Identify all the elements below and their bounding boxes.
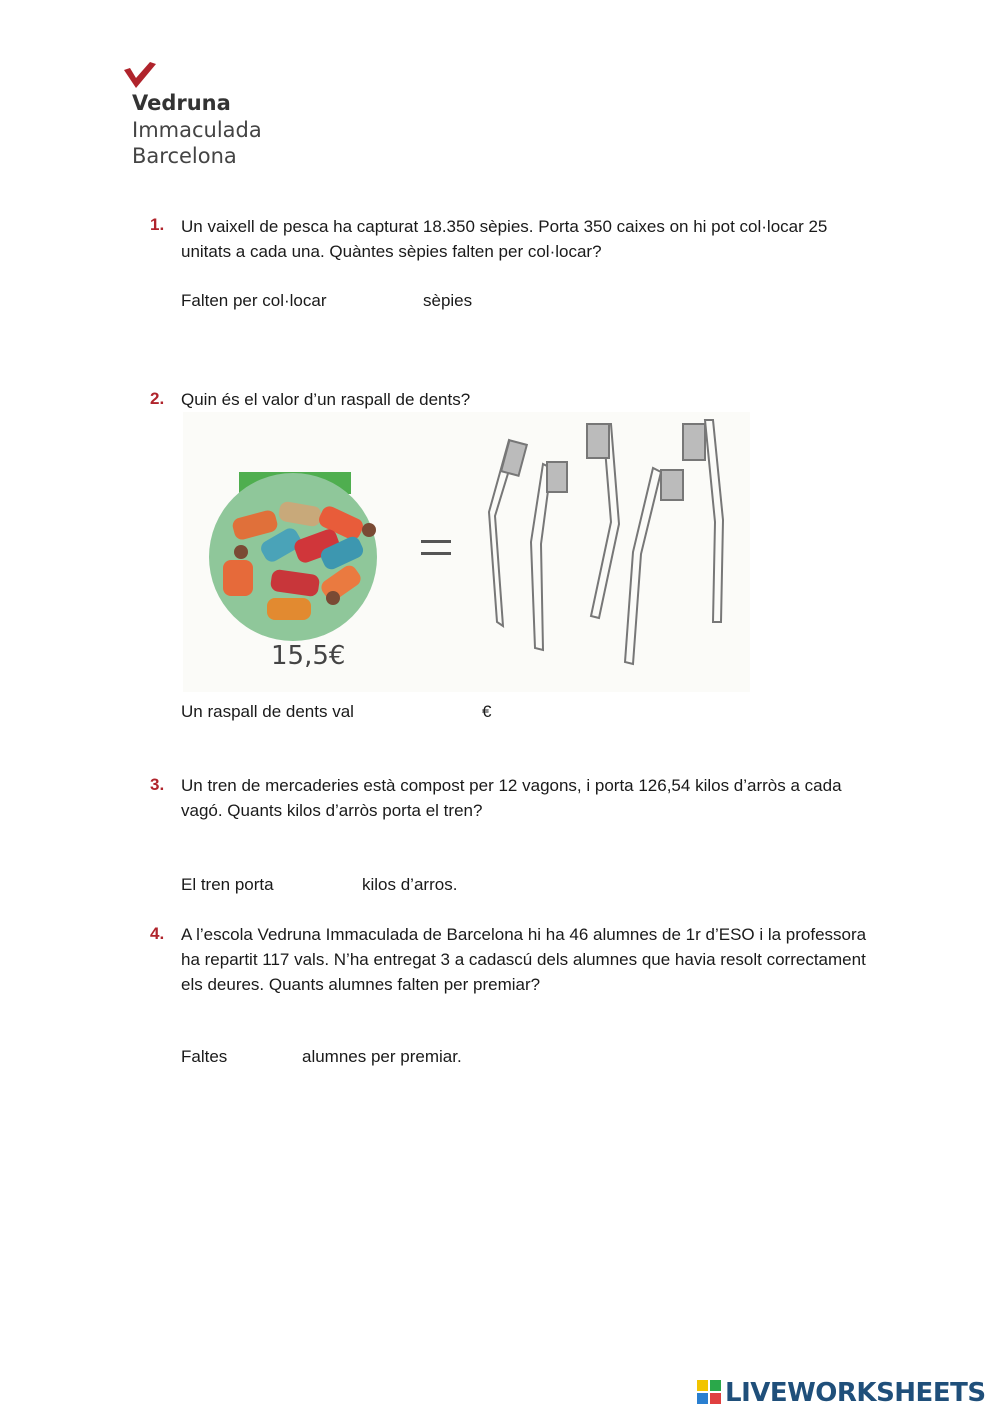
question-4-answer-prefix: Faltes bbox=[181, 1047, 228, 1066]
question-1-text: Un vaixell de pesca ha capturat 18.350 sèpies. Porta 350 caixes on hi pot col·locar 25 unitats a cada una. Quàntes sèpies falten per col·locar? bbox=[181, 217, 828, 261]
question-4-text: A l’escola Vedruna Immaculada de Barcelona hi ha 46 alumnes de 1r d’ESO i la professora ha repartit 117 vals. N’ha entregat 3 a cadascú dels alumnes que havia resolt correctament els deures. Quants alumnes falten per premiar? bbox=[181, 925, 867, 994]
question-1-answer-prefix: Falten per col·locar bbox=[181, 291, 327, 310]
question-2-answer-suffix: € bbox=[482, 702, 492, 721]
question-2-answer-prefix: Un raspall de dents val bbox=[181, 702, 354, 721]
question-3-answer-prefix: El tren porta bbox=[181, 875, 274, 894]
question-4-answer-suffix: alumnes per premiar. bbox=[302, 1047, 462, 1066]
liveworksheets-wordmark: LIVEWORKSHEETS bbox=[725, 1378, 986, 1408]
logo-text-immaculada: Immaculada bbox=[132, 118, 262, 142]
vedruna-heart-icon bbox=[120, 60, 160, 92]
school-logo bbox=[120, 60, 270, 175]
logo-text-vedruna: Vedruna bbox=[132, 91, 231, 115]
question-3-answer-input[interactable] bbox=[290, 874, 360, 898]
liveworksheets-brand bbox=[697, 1378, 997, 1408]
question-2-number: 2. bbox=[150, 389, 165, 408]
jar-price-label: 15,5€ bbox=[271, 641, 346, 671]
figure-drawing bbox=[183, 412, 750, 692]
question-4-answer-input[interactable] bbox=[240, 1046, 300, 1070]
logo-text-barcelona: Barcelona bbox=[132, 144, 237, 168]
question-4-number: 4. bbox=[150, 924, 165, 943]
question-3-answer-suffix: kilos d’arros. bbox=[362, 875, 458, 894]
question-1-number: 1. bbox=[150, 215, 165, 234]
question-1-answer-input[interactable] bbox=[345, 290, 421, 314]
question-3-number: 3. bbox=[150, 775, 165, 794]
question-1-answer-suffix: sèpies bbox=[423, 291, 473, 310]
liveworksheets-logo-icon bbox=[697, 1380, 723, 1406]
question-2-answer-input[interactable] bbox=[378, 701, 478, 725]
candy-jar-toothbrush-figure bbox=[183, 412, 750, 692]
question-3-text: Un tren de mercaderies està compost per 12 vagons, i porta 126,54 kilos d’arròs a cada vagó. Quants kilos d’arròs porta el tren? bbox=[181, 776, 842, 820]
question-2-text: Quin és el valor d’un raspall de dents? bbox=[181, 390, 471, 409]
